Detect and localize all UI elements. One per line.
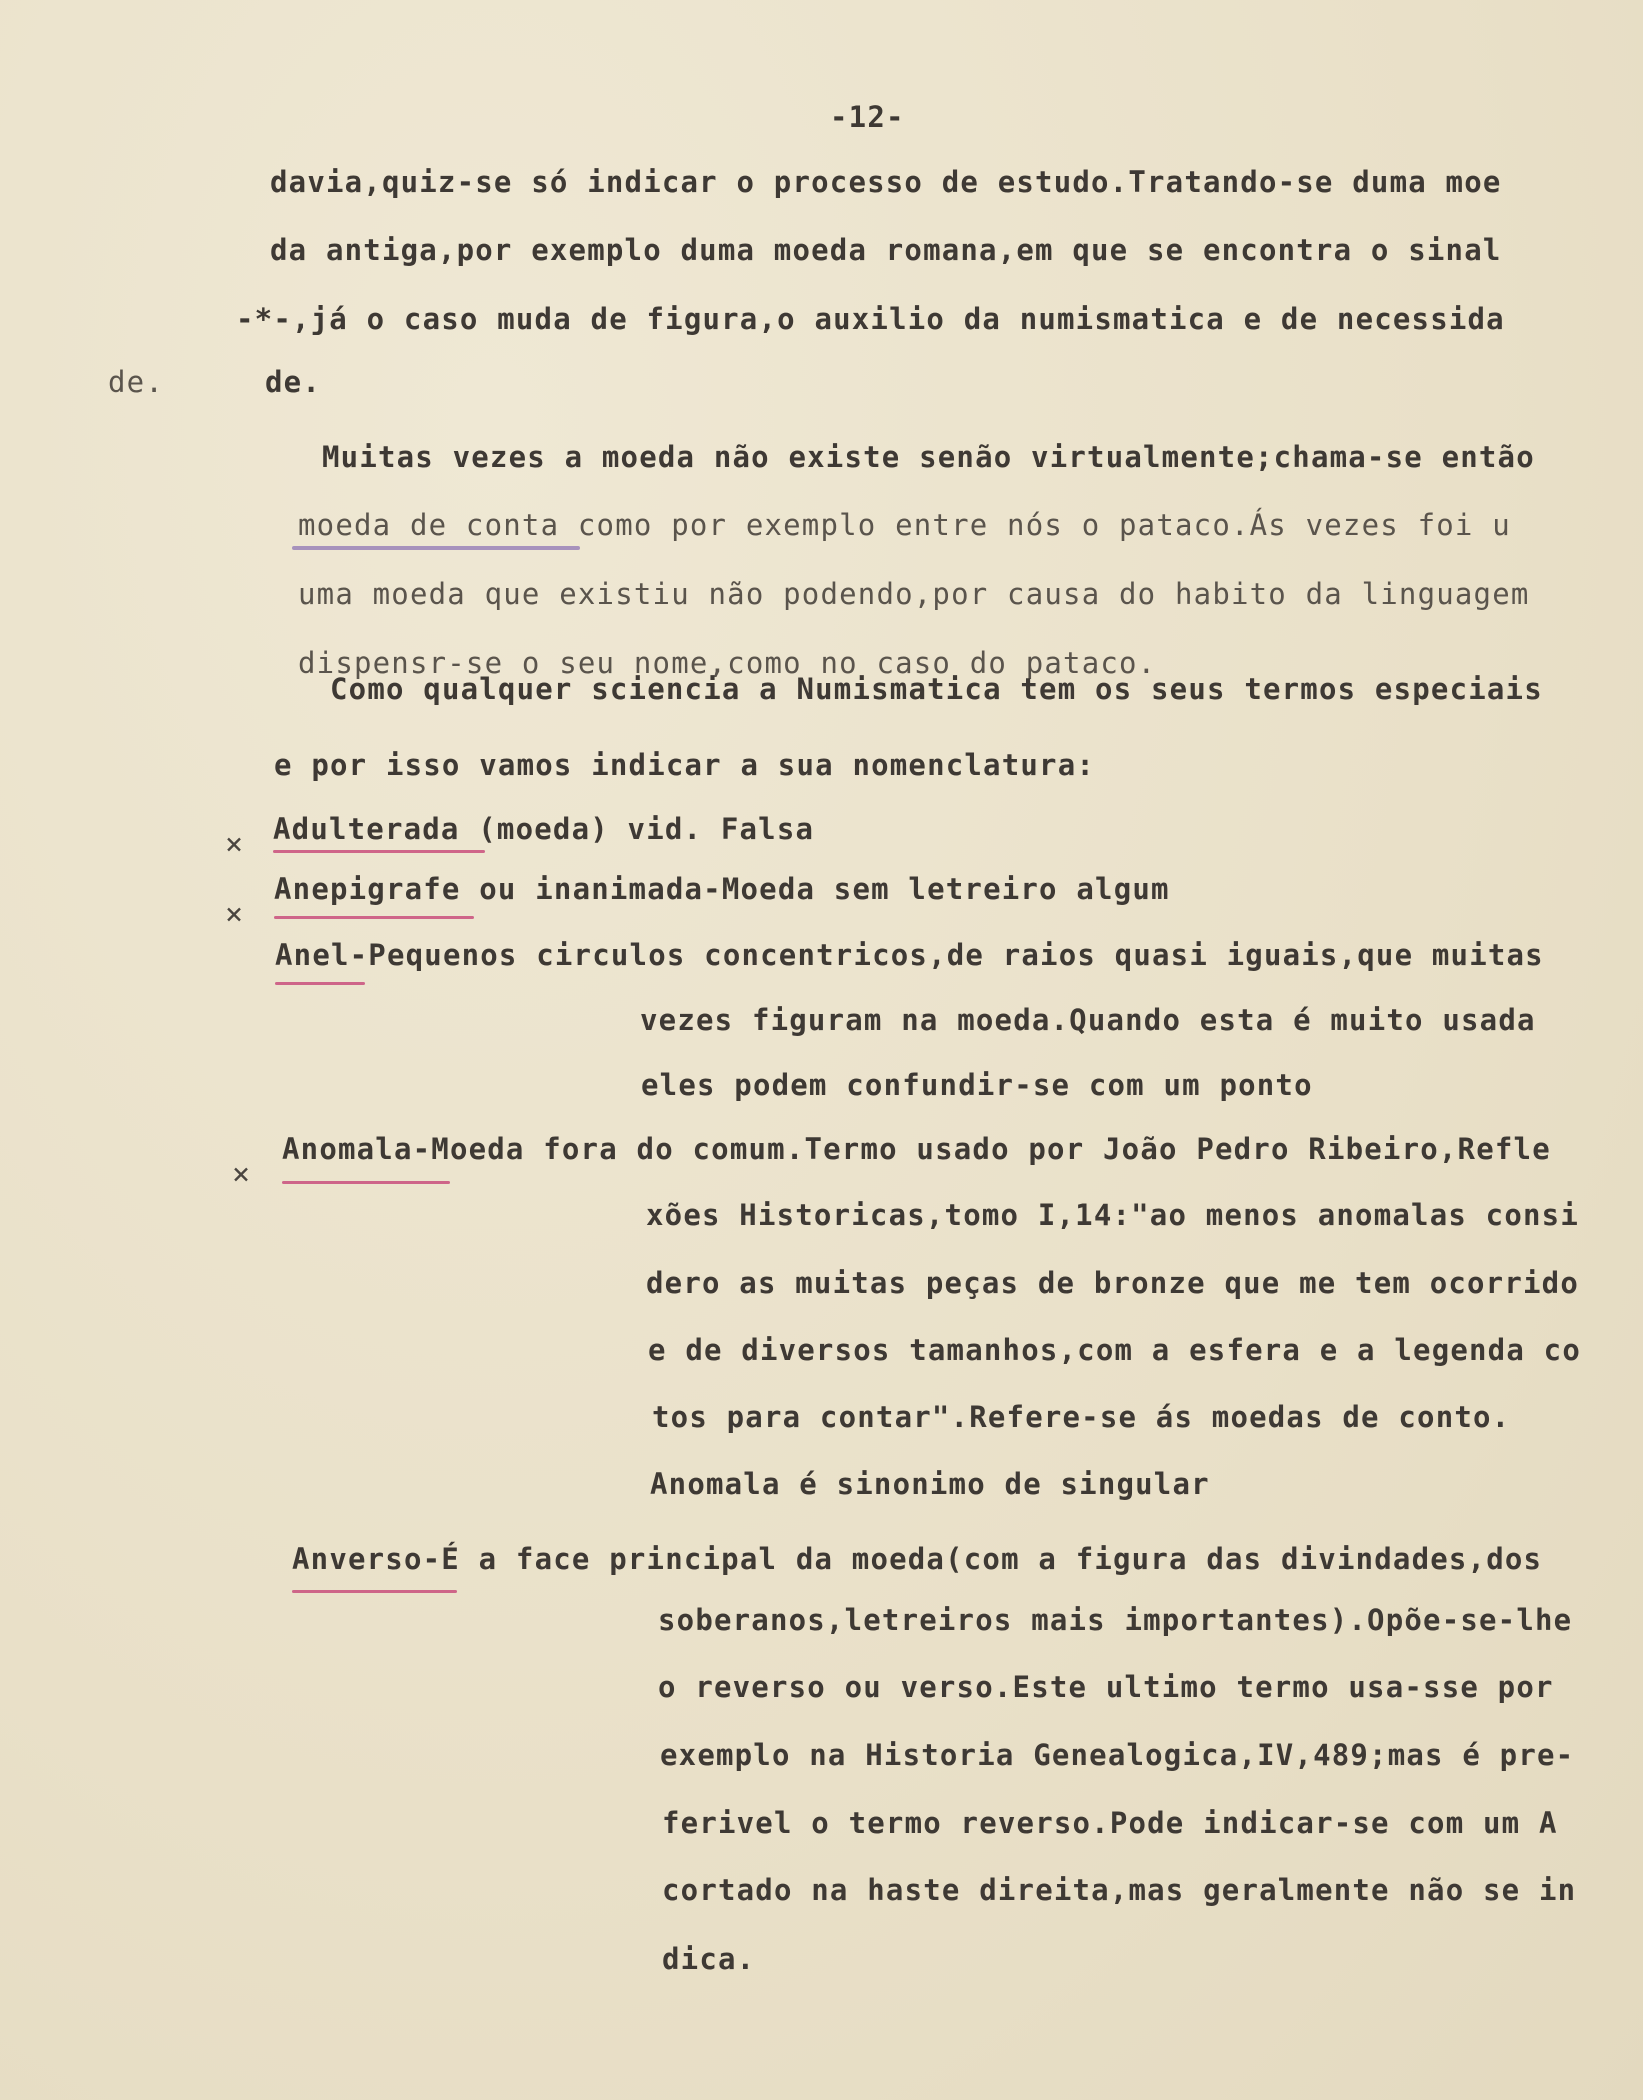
text-line: davia,quiz-se só indicar o processo de estudo.Tratando-se duma moe — [270, 165, 1502, 199]
entry-text: -Pequenos circulos concentricos,de raios quasi iguais,que muitas — [349, 938, 1544, 972]
text-line: e por isso vamos indicar a sua nomenclatura: — [274, 748, 1096, 782]
term-underline — [274, 916, 474, 919]
text-line: moeda de conta como por exemplo entre nós o pataco.Ás vezes foi u — [298, 508, 1511, 542]
term-underline — [275, 982, 365, 985]
text-line: tos para contar".Refere-se ás moedas de conto. — [652, 1400, 1511, 1434]
entry-anel — [275, 938, 1544, 972]
entry-term: Anepigrafe — [274, 872, 461, 906]
text-line: ferivel o termo reverso.Pode indicar-se com um A — [662, 1806, 1558, 1840]
margin-note: de. — [108, 365, 164, 399]
entry-text: -É a face principal da moeda(com a figura das divindades,dos — [422, 1542, 1543, 1576]
text-line: Muitas vezes a moeda não existe senão virtualmente;chama-se então — [322, 440, 1535, 474]
entry-text: (moeda) vid. Falsa — [459, 812, 815, 846]
text-line: cortado na haste direita,mas geralmente não se in — [662, 1873, 1577, 1907]
text-line: da antiga,por exemplo duma moeda romana,em que se encontra o sinal — [270, 233, 1502, 267]
page-number: -12- — [830, 100, 905, 134]
entry-text: ou inanimada-Moeda sem letreiro algum — [460, 872, 1170, 906]
term-underline — [292, 1590, 457, 1593]
text-line: Anomala é sinonimo de singular — [650, 1467, 1210, 1501]
text-line: Como qualquer sciencia a Numismatica tem os seus termos especiais — [330, 672, 1543, 706]
text-line: vezes figuram na moeda.Quando esta é muito usada — [640, 1003, 1536, 1037]
text-line: de. — [265, 365, 321, 399]
check-mark: × — [232, 1157, 251, 1192]
text-line: -*-,já o caso muda de figura,o auxilio da numismatica e de necessida — [236, 302, 1505, 336]
entry-adulterada — [273, 812, 814, 846]
check-mark: × — [225, 897, 244, 932]
text-line: dica. — [662, 1942, 756, 1976]
text-line: dispensr-se o seu nome,como no caso do pataco. — [298, 646, 1157, 680]
underline-moeda-de-conta — [292, 546, 580, 550]
text-line: e de diversos tamanhos,com a esfera e a legenda co — [648, 1333, 1581, 1367]
text-line: o reverso ou verso.Este ultimo termo usa-sse por — [658, 1670, 1554, 1704]
check-mark: × — [225, 827, 244, 862]
entry-anverso — [292, 1542, 1542, 1576]
entry-term: Adulterada — [273, 812, 460, 846]
entry-term: Anomala — [282, 1132, 413, 1166]
entry-text: -Moeda fora do comum.Termo usado por João Pedro Ribeiro,Refle — [412, 1132, 1551, 1166]
entry-term: Anverso — [292, 1542, 423, 1576]
text-line: exemplo na Historia Genealogica,IV,489;mas é pre- — [660, 1738, 1575, 1772]
text-line: soberanos,letreiros mais importantes).Opõe-se-lhe — [658, 1603, 1573, 1637]
text-line: uma moeda que existiu não podendo,por causa do habito da linguagem — [298, 577, 1530, 611]
entry-term: Anel — [275, 938, 350, 972]
term-underline — [273, 850, 485, 853]
text-line: eles podem confundir-se com um ponto — [641, 1068, 1313, 1102]
entry-anepigrafe — [274, 872, 1170, 906]
term-underline — [282, 1181, 450, 1184]
text-line: xões Historicas,tomo I,14:"ao menos anomalas consi — [646, 1198, 1579, 1232]
entry-anomala — [282, 1132, 1551, 1166]
text-line: dero as muitas peças de bronze que me tem ocorrido — [646, 1266, 1579, 1300]
